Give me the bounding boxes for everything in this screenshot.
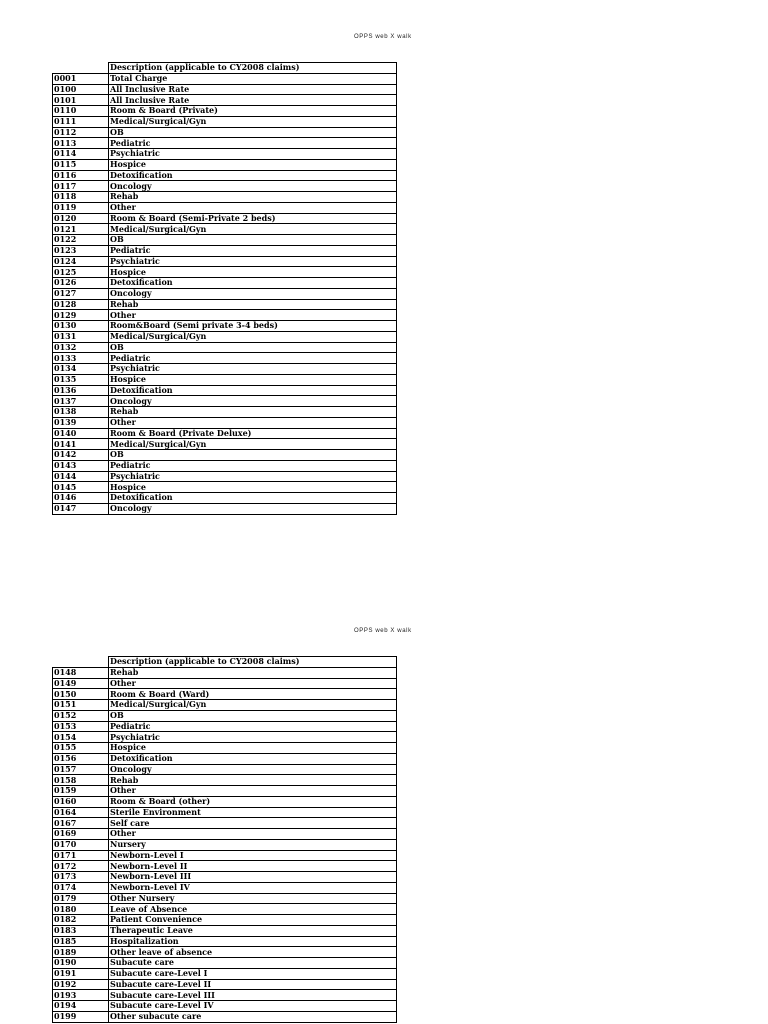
description-cell: Rehab — [109, 407, 397, 418]
revenue-code-cell: 0151 — [53, 700, 109, 711]
revenue-code-cell: 0199 — [53, 1011, 109, 1022]
description-cell: Medical/Surgical/Gyn — [109, 331, 397, 342]
table-row — [53, 839, 397, 850]
table-row — [53, 127, 397, 138]
table-row — [53, 979, 397, 990]
revenue-code-cell: 0139 — [53, 417, 109, 428]
table-row — [53, 73, 397, 84]
table-row — [53, 689, 397, 700]
table-row — [53, 503, 397, 514]
description-cell: Other subacute care — [109, 1011, 397, 1022]
description-column-header: Description (applicable to CY2008 claims) — [109, 63, 397, 74]
revenue-code-cell: 0129 — [53, 310, 109, 321]
description-cell: Psychiatric — [109, 256, 397, 267]
table-row — [53, 159, 397, 170]
description-cell: Detoxification — [109, 170, 397, 181]
table-header-row — [53, 657, 397, 668]
revenue-code-cell: 0136 — [53, 385, 109, 396]
description-cell: Self care — [109, 818, 397, 829]
page-header: OPPS web X walk — [354, 628, 412, 634]
description-cell: Other leave of absence — [109, 947, 397, 958]
revenue-code-cell: 0142 — [53, 450, 109, 461]
revenue-code-cell: 0150 — [53, 689, 109, 700]
table-row — [53, 471, 397, 482]
table-row — [53, 904, 397, 915]
table-row — [53, 796, 397, 807]
description-cell: Oncology — [109, 764, 397, 775]
table-row — [53, 353, 397, 364]
revenue-code-cell: 0145 — [53, 482, 109, 493]
revenue-code-cell: 0111 — [53, 116, 109, 127]
description-cell: Detoxification — [109, 493, 397, 504]
revenue-code-cell: 0141 — [53, 439, 109, 450]
description-cell: Rehab — [109, 667, 397, 678]
table-row — [53, 678, 397, 689]
description-cell: OB — [109, 710, 397, 721]
revenue-code-cell: 0112 — [53, 127, 109, 138]
revenue-code-cell: 0115 — [53, 159, 109, 170]
revenue-code-cell: 0156 — [53, 753, 109, 764]
revenue-code-cell: 0173 — [53, 872, 109, 883]
revenue-code-cell: 0140 — [53, 428, 109, 439]
description-cell: Room & Board (other) — [109, 796, 397, 807]
table-row — [53, 915, 397, 926]
revenue-code-cell: 0144 — [53, 471, 109, 482]
revenue-code-cell: 0185 — [53, 936, 109, 947]
table-row — [53, 331, 397, 342]
revenue-code-cell: 0138 — [53, 407, 109, 418]
description-cell: Hospice — [109, 267, 397, 278]
table-row — [53, 925, 397, 936]
revenue-code-table-1 — [52, 62, 397, 515]
description-cell: Leave of Absence — [109, 904, 397, 915]
revenue-code-cell: 0113 — [53, 138, 109, 149]
table-row — [53, 493, 397, 504]
revenue-code-cell: 0189 — [53, 947, 109, 958]
table-header-row — [53, 63, 397, 74]
description-cell: Pediatric — [109, 460, 397, 471]
revenue-code-cell: 0127 — [53, 288, 109, 299]
description-cell: Detoxification — [109, 753, 397, 764]
header-blank-cell — [53, 63, 109, 74]
description-cell: Other — [109, 786, 397, 797]
table-row — [53, 192, 397, 203]
table-row — [53, 235, 397, 246]
description-cell: Subacute care-Level I — [109, 968, 397, 979]
description-cell: Room&Board (Semi private 3-4 beds) — [109, 321, 397, 332]
table-row — [53, 990, 397, 1001]
header-blank-cell — [53, 657, 109, 668]
table-row — [53, 299, 397, 310]
table-row — [53, 202, 397, 213]
revenue-code-cell: 0125 — [53, 267, 109, 278]
description-cell: Subacute care — [109, 958, 397, 969]
table-row — [53, 947, 397, 958]
revenue-code-cell: 0147 — [53, 503, 109, 514]
revenue-code-cell: 0134 — [53, 364, 109, 375]
revenue-code-cell: 0190 — [53, 958, 109, 969]
description-cell: Rehab — [109, 775, 397, 786]
description-cell: Newborn-Level IV — [109, 882, 397, 893]
description-cell: Newborn-Level I — [109, 850, 397, 861]
revenue-code-cell: 0122 — [53, 235, 109, 246]
revenue-code-cell: 0194 — [53, 1001, 109, 1012]
revenue-code-cell: 0131 — [53, 331, 109, 342]
table-row — [53, 936, 397, 947]
description-cell: Total Charge — [109, 73, 397, 84]
table-row — [53, 256, 397, 267]
description-cell: Other Nursery — [109, 893, 397, 904]
table-row — [53, 321, 397, 332]
revenue-code-cell: 0171 — [53, 850, 109, 861]
table-row — [53, 807, 397, 818]
table-row — [53, 310, 397, 321]
table-row — [53, 710, 397, 721]
description-cell: Hospice — [109, 159, 397, 170]
table-row — [53, 245, 397, 256]
revenue-code-cell: 0149 — [53, 678, 109, 689]
revenue-code-cell: 0121 — [53, 224, 109, 235]
revenue-code-cell: 0001 — [53, 73, 109, 84]
table-row — [53, 417, 397, 428]
revenue-code-cell: 0160 — [53, 796, 109, 807]
description-cell: Newborn-Level II — [109, 861, 397, 872]
revenue-code-cell: 0167 — [53, 818, 109, 829]
description-cell: Oncology — [109, 288, 397, 299]
revenue-code-cell: 0164 — [53, 807, 109, 818]
description-cell: Medical/Surgical/Gyn — [109, 439, 397, 450]
page-header: OPPS web X walk — [354, 34, 412, 40]
table-row — [53, 1001, 397, 1012]
revenue-code-cell: 0101 — [53, 95, 109, 106]
revenue-code-cell: 0116 — [53, 170, 109, 181]
revenue-code-cell: 0100 — [53, 84, 109, 95]
revenue-code-cell: 0132 — [53, 342, 109, 353]
description-cell: Room & Board (Ward) — [109, 689, 397, 700]
description-cell: Subacute care-Level II — [109, 979, 397, 990]
description-cell: Medical/Surgical/Gyn — [109, 700, 397, 711]
table-row — [53, 829, 397, 840]
revenue-code-cell: 0155 — [53, 743, 109, 754]
table-row — [53, 278, 397, 289]
description-cell: Room & Board (Semi-Private 2 beds) — [109, 213, 397, 224]
description-cell: Therapeutic Leave — [109, 925, 397, 936]
table-row — [53, 428, 397, 439]
table-row — [53, 396, 397, 407]
description-cell: Other — [109, 829, 397, 840]
revenue-code-cell: 0146 — [53, 493, 109, 504]
table-row — [53, 968, 397, 979]
revenue-code-cell: 0118 — [53, 192, 109, 203]
table-row — [53, 700, 397, 711]
table-row — [53, 181, 397, 192]
table-row — [53, 213, 397, 224]
table-row — [53, 753, 397, 764]
description-cell: Other — [109, 417, 397, 428]
table-row — [53, 385, 397, 396]
description-cell: Subacute care-Level III — [109, 990, 397, 1001]
description-cell: Room & Board (Private Deluxe) — [109, 428, 397, 439]
revenue-code-cell: 0180 — [53, 904, 109, 915]
revenue-code-cell: 0124 — [53, 256, 109, 267]
table-row — [53, 116, 397, 127]
revenue-code-cell: 0192 — [53, 979, 109, 990]
description-cell: Sterile Environment — [109, 807, 397, 818]
description-cell: Hospitalization — [109, 936, 397, 947]
table-row — [53, 342, 397, 353]
table-row — [53, 450, 397, 461]
description-cell: Psychiatric — [109, 364, 397, 375]
revenue-code-cell: 0120 — [53, 213, 109, 224]
table-row — [53, 667, 397, 678]
table-row — [53, 149, 397, 160]
revenue-code-cell: 0169 — [53, 829, 109, 840]
revenue-code-cell: 0135 — [53, 374, 109, 385]
description-cell: All Inclusive Rate — [109, 95, 397, 106]
revenue-code-cell: 0159 — [53, 786, 109, 797]
table-row — [53, 743, 397, 754]
revenue-code-cell: 0143 — [53, 460, 109, 471]
description-cell: Psychiatric — [109, 471, 397, 482]
description-cell: Nursery — [109, 839, 397, 850]
table-row — [53, 482, 397, 493]
table-row — [53, 850, 397, 861]
description-cell: Hospice — [109, 743, 397, 754]
description-cell: OB — [109, 450, 397, 461]
revenue-code-cell: 0174 — [53, 882, 109, 893]
revenue-code-cell: 0153 — [53, 721, 109, 732]
revenue-code-cell: 0158 — [53, 775, 109, 786]
table-row — [53, 138, 397, 149]
revenue-code-cell: 0172 — [53, 861, 109, 872]
revenue-code-cell: 0154 — [53, 732, 109, 743]
table-row — [53, 872, 397, 883]
revenue-code-cell: 0114 — [53, 149, 109, 160]
revenue-code-cell: 0170 — [53, 839, 109, 850]
description-cell: Room & Board (Private) — [109, 106, 397, 117]
table-row — [53, 460, 397, 471]
table-row — [53, 764, 397, 775]
table-row — [53, 224, 397, 235]
description-cell: All Inclusive Rate — [109, 84, 397, 95]
description-cell: OB — [109, 235, 397, 246]
revenue-code-cell: 0130 — [53, 321, 109, 332]
description-cell: Hospice — [109, 482, 397, 493]
revenue-code-cell: 0110 — [53, 106, 109, 117]
description-cell: Newborn-Level III — [109, 872, 397, 883]
description-cell: Pediatric — [109, 353, 397, 364]
description-cell: Pediatric — [109, 245, 397, 256]
revenue-code-cell: 0128 — [53, 299, 109, 310]
table-row — [53, 893, 397, 904]
table-row — [53, 106, 397, 117]
revenue-code-cell: 0126 — [53, 278, 109, 289]
table-row — [53, 170, 397, 181]
revenue-code-cell: 0137 — [53, 396, 109, 407]
description-cell: Patient Convenience — [109, 915, 397, 926]
table-row — [53, 439, 397, 450]
table-row — [53, 861, 397, 872]
revenue-code-cell: 0193 — [53, 990, 109, 1001]
table-row — [53, 882, 397, 893]
revenue-code-cell: 0179 — [53, 893, 109, 904]
revenue-code-cell: 0133 — [53, 353, 109, 364]
description-cell: Rehab — [109, 192, 397, 203]
table-row — [53, 288, 397, 299]
description-cell: Oncology — [109, 181, 397, 192]
description-cell: Other — [109, 310, 397, 321]
description-cell: Medical/Surgical/Gyn — [109, 224, 397, 235]
revenue-code-cell: 0123 — [53, 245, 109, 256]
description-cell: OB — [109, 342, 397, 353]
description-column-header: Description (applicable to CY2008 claims) — [109, 657, 397, 668]
table-row — [53, 95, 397, 106]
revenue-code-cell: 0119 — [53, 202, 109, 213]
table-row — [53, 958, 397, 969]
revenue-code-cell: 0157 — [53, 764, 109, 775]
table-row — [53, 818, 397, 829]
table-row — [53, 364, 397, 375]
description-cell: Hospice — [109, 374, 397, 385]
revenue-code-cell: 0152 — [53, 710, 109, 721]
revenue-code-table-2 — [52, 656, 397, 1023]
description-cell: Psychiatric — [109, 149, 397, 160]
revenue-code-cell: 0182 — [53, 915, 109, 926]
revenue-code-cell: 0191 — [53, 968, 109, 979]
description-cell: Psychiatric — [109, 732, 397, 743]
revenue-code-cell: 0148 — [53, 667, 109, 678]
table-row — [53, 786, 397, 797]
table-row — [53, 1011, 397, 1022]
description-cell: Pediatric — [109, 721, 397, 732]
table-row — [53, 721, 397, 732]
description-cell: Oncology — [109, 503, 397, 514]
table-row — [53, 267, 397, 278]
table-row — [53, 84, 397, 95]
description-cell: Detoxification — [109, 385, 397, 396]
description-cell: Rehab — [109, 299, 397, 310]
table-row — [53, 374, 397, 385]
description-cell: Other — [109, 678, 397, 689]
revenue-code-cell: 0117 — [53, 181, 109, 192]
description-cell: Oncology — [109, 396, 397, 407]
table-row — [53, 775, 397, 786]
description-cell: Detoxification — [109, 278, 397, 289]
table-row — [53, 407, 397, 418]
revenue-code-cell: 0183 — [53, 925, 109, 936]
description-cell: Other — [109, 202, 397, 213]
description-cell: Medical/Surgical/Gyn — [109, 116, 397, 127]
description-cell: OB — [109, 127, 397, 138]
description-cell: Subacute care-Level IV — [109, 1001, 397, 1012]
description-cell: Pediatric — [109, 138, 397, 149]
table-row — [53, 732, 397, 743]
